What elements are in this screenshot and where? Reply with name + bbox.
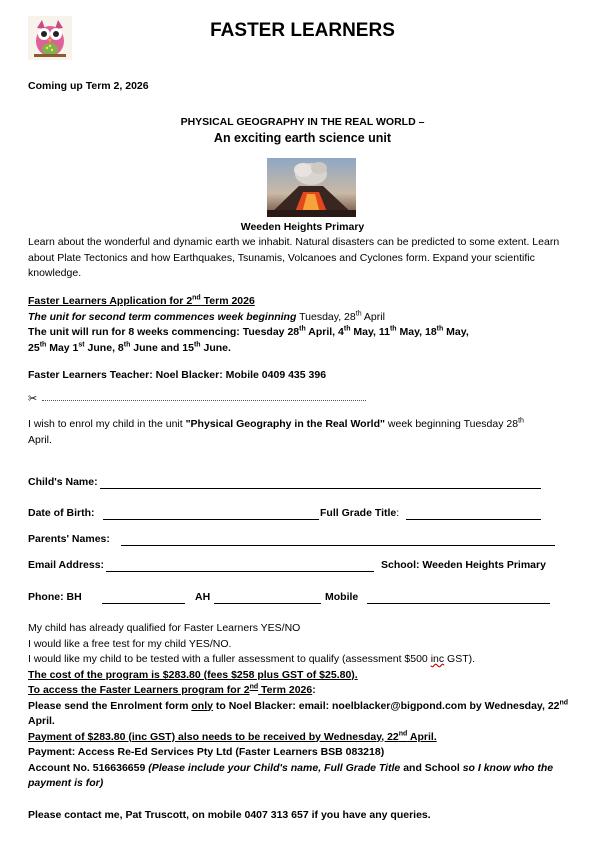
unit-title: PHYSICAL GEOGRAPHY IN THE REAL WORLD –: [180, 116, 425, 128]
cut-line: [42, 400, 366, 401]
dob-label: Date of Birth:: [28, 507, 95, 519]
dob-field[interactable]: [103, 519, 319, 520]
contact-line: Please contact me, Pat Truscott, on mobile 0407 313 657 if you have any queries.: [28, 809, 431, 821]
application-details: [28, 294, 578, 356]
unit-subtitle: An exciting earth science unit: [213, 131, 392, 145]
parents-label: Parents' Names:: [28, 533, 110, 545]
payment-section: [28, 621, 583, 792]
cost-line: The cost of the program is $283.80 (fees $258 plus GST of $25.80).: [28, 668, 358, 681]
child-name-field[interactable]: [100, 488, 541, 489]
fuller-assessment-line: I would like my child to be tested with a fuller assessment to qualify (assessment $500 inc GST).: [28, 653, 476, 665]
scissors-icon: ✂: [28, 393, 38, 405]
email-label: Email Address:: [28, 559, 105, 571]
phone-ah-label: AH: [195, 591, 211, 603]
school-name: Weeden Heights Primary: [240, 221, 365, 233]
term-label: Coming up Term 2, 2026: [28, 80, 149, 92]
teacher-contact: Faster Learners Teacher: Noel Blacker: Mobile 0409 435 396: [28, 369, 327, 381]
mobile-field[interactable]: [367, 603, 550, 604]
application-heading: Faster Learners Application for 2nd Term 2026: [28, 294, 255, 307]
child-name-label: Child's Name:: [28, 476, 98, 488]
phone-bh-field[interactable]: [102, 603, 185, 604]
qualified-line: My child has already qualified for Faster Learners YES/NO: [28, 622, 301, 634]
access-line: To access the Faster Learners program for 2nd Term 2026:: [28, 683, 316, 696]
phone-ah-field[interactable]: [214, 603, 321, 604]
enrol-statement: I wish to enrol my child in the unit "Physical Geography in the Real World" week beginning Tuesday 28th April.: [28, 417, 524, 446]
phone-bh-label: Phone: BH: [28, 591, 82, 603]
parents-field[interactable]: [121, 545, 555, 546]
commence-line: The unit for second term commences week beginning Tuesday, 28th April: [28, 310, 385, 323]
email-field[interactable]: [106, 571, 374, 572]
payment-details-line: Payment: Access Re-Ed Services Pty Ltd (Faster Learners BSB 083218): [28, 746, 385, 758]
payment-line: Payment of $283.80 (inc GST) also needs to be received by Wednesday, 22nd April.: [28, 730, 437, 743]
page-title: FASTER LEARNERS: [210, 20, 395, 41]
school-label: School: Weeden Heights Primary: [381, 559, 546, 571]
mobile-label: Mobile: [325, 591, 359, 603]
grade-field[interactable]: [406, 519, 541, 520]
intro-paragraph: Learn about the wonderful and dynamic earth we inhabit. Natural disasters can be predicted to some extent. Learn about Plate Tectonics and how Earthquakes, Tsunamis, Volcanoes and Cyclones form. Expand your scientific knowledge.: [28, 236, 560, 279]
weeks-line: The unit will run for 8 weeks commencing: Tuesday 28th April, 4th May, 11th May, 18th May, 25th May 1st June, 8th June and 15th June.: [28, 325, 469, 354]
volcano-image: [267, 158, 356, 217]
account-line: Account No. 516636659 (Please include your Child's name, Full Grade Title and School so I know who the payment is for): [28, 761, 554, 789]
grade-label: Full Grade Title:: [320, 507, 400, 519]
send-line: Please send the Enrolment form only to Noel Blacker: email: noelblacker@bigpond.com by Wednesday, 22nd April.: [28, 699, 569, 727]
free-test-line: I would like a free test for my child YES/NO.: [28, 637, 232, 650]
